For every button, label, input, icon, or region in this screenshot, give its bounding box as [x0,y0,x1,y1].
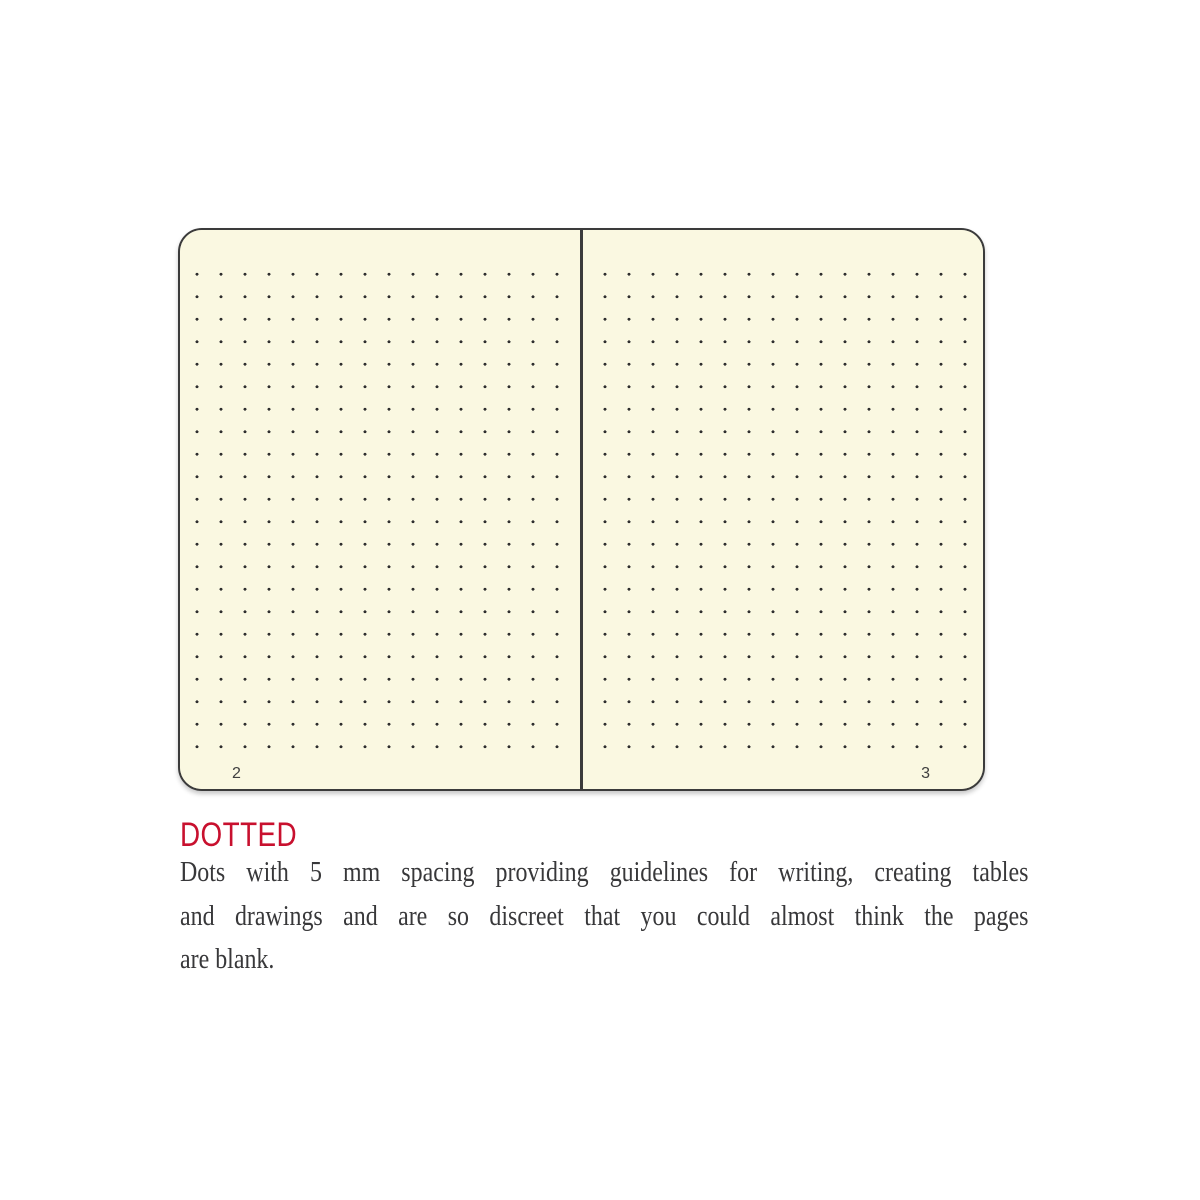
feature-description [180,851,1028,982]
feature-heading: DOTTED [180,816,298,854]
description-line: and drawings and are so discreet that you could almost think the pages [180,900,1029,932]
description-line: Dots with 5 mm spacing providing guidelines for writing, creating tables [180,857,1029,888]
notebook-page-left [180,230,580,789]
description-line: are blank. [180,944,275,975]
page-number-right: 3 [921,765,930,782]
dot-grid-right [593,263,977,758]
notebook-page-right [583,230,983,789]
dot-grid-left [185,263,569,758]
page-number-left: 2 [232,765,241,782]
notebook-spread [178,228,985,791]
